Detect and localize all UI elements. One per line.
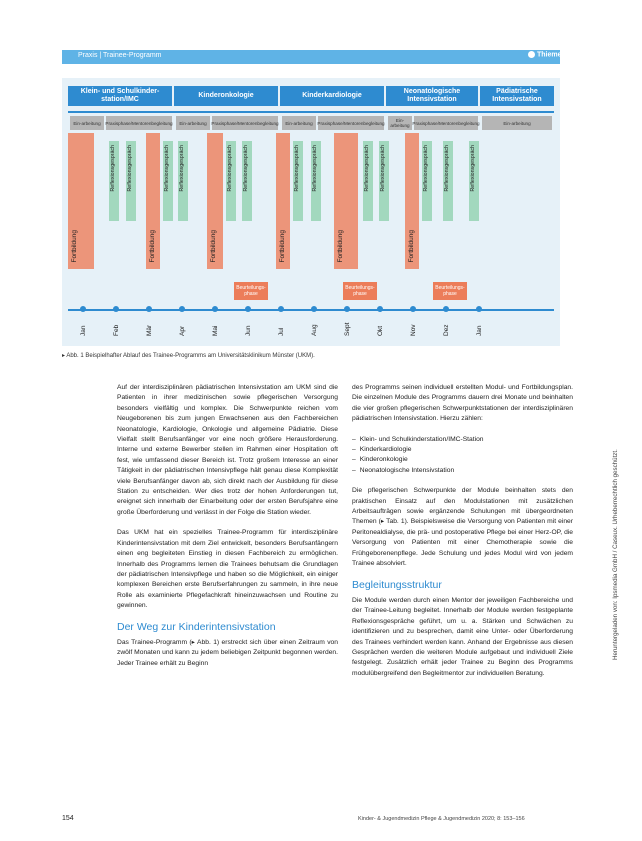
month-label: Nov xyxy=(410,324,417,336)
timeline-tick xyxy=(311,306,317,312)
month-label: Apr xyxy=(179,325,186,336)
month-label: Feb xyxy=(113,324,120,336)
month-label: Jan xyxy=(80,325,87,336)
month-label: Aug xyxy=(311,324,318,336)
logo-icon xyxy=(528,51,535,58)
subrow-einarbeitung: Ein-arbeitung xyxy=(482,116,552,130)
month-label: Dez xyxy=(443,324,450,336)
download-watermark: Heruntergeladen von: Ipsmedia GmbH / Caseux. Urheberrechtlich geschützt. xyxy=(612,449,619,660)
reflexion-bar: Reflexionsgespräch xyxy=(126,141,136,221)
month-label: Sept xyxy=(344,322,351,336)
beurteilungsphase-box: Beurteilungs-phase xyxy=(343,282,377,300)
citation-footer: Kinder- & Jugendmedizin Pflege & Jugendmedizin 2020; 8: 153–156 xyxy=(358,816,525,822)
fortbildung-bar: Fortbildung xyxy=(68,133,94,269)
timeline-tick xyxy=(476,306,482,312)
timeline-tick xyxy=(344,306,350,312)
month-label: Mär xyxy=(146,324,153,336)
paragraph: Das Trainee-Programm (▸ Abb. 1) erstreckt sich über einen Zeitraum von zwölf Monaten und kann zu jedem beliebigen Zeitpunkt begonnen werden. Jeder Trainee erhält zu Beginn xyxy=(117,638,338,667)
reflexion-bar: Reflexionsgespräch xyxy=(226,141,236,221)
month-label: Jan xyxy=(476,325,483,336)
month-label: Jul xyxy=(278,327,285,336)
subrow-einarbeitung: Ein-arbeitung xyxy=(176,116,210,130)
timeline-tick xyxy=(146,306,152,312)
reflexion-bar: Reflexionsgespräch xyxy=(178,141,188,221)
fortbildung-bar: Fortbildung xyxy=(207,133,223,269)
reflexion-bar: Reflexionsgespräch xyxy=(311,141,321,221)
fortbildung-bar: Fortbildung xyxy=(276,133,290,269)
timeline-tick xyxy=(410,306,416,312)
timeline-tick xyxy=(80,306,86,312)
reflexion-bar: Reflexionsgespräch xyxy=(163,141,173,221)
section-heading: Begleitungsstruktur xyxy=(352,578,442,591)
beurteilungsphase-box: Beurteilungs-phase xyxy=(234,282,268,300)
reflexion-bar: Reflexionsgespräch xyxy=(469,141,479,221)
paragraph: Die Module werden durch einen Mentor der jeweiligen Fachbereiche und der Trainee-Leitung begleitet. Innerhalb der Module werden festgeplante Reflexionsgespräche geführt, um u. a. Stärken und Schwächen zu identifizieren und zu besprechen, damit eine Unter- oder Überforderung des Trainees verhindert werden kann. Anhand der Ergebnisse aus diesen Gesprächen werden die weiteren Module aufgebaut und individuell Ziele festgelegt. Zusätzlich erhält jeder Trainee zu Beginn des Programms modulübergreifend den Begleitmentor zur individuellen Beratung. xyxy=(352,596,573,677)
reflexion-bar: Reflexionsgespräch xyxy=(363,141,373,221)
paragraph: Auf der interdisziplinären pädiatrischen Intensivstation am UKM sind die Patienten in ihrer medizinischen sowie pflegerischen Versorgung besonders vielfältig und komplex. Die Schwerpunkte reichen vom Neugeborenen bis zum jungen Erwachsenen aus den Fachbereichen Neonatologie, Kardiologie, Onkologie und allgemeine Pädiatrie. Diese Vielfalt stellt Berufsanfänger vor eine noch größere Herausforderung. Interne und externe Bewerber stellen im Rahmen einer Hospitation oft fest, wie umfassend dieser Bereich ist. Trotz großem Interesse an einer Tätigkeit in der pädiatrischen Intensivpflege hält genau diese Komplexität viele Berufsanfänger davon ab, sich direkt nach der Ausbildung für diese Station zu entscheiden. Wer dies trotz der hohen Anforderungen tut, ereignet sich innerhalb der Einarbeitung oder der ersten Berufsjahre eine große Überforderung und verlässt in der Folge die Station wieder. xyxy=(117,384,338,516)
phase-paediatrische-intensiv: Pädiatrische Intensivstation xyxy=(480,86,554,106)
subrow-praxisphase: Praxisphase/Mentorenbegleitung xyxy=(318,116,384,130)
timeline-tick xyxy=(278,306,284,312)
paragraph: des Programms seinen individuell erstellten Modul- und Fortbildungsplan. Die einzelnen Module des Programms dauern drei Monate und beinhalten die vier großen pflegerischen Schwerpunktstationen der interdisziplinären pädiatrischen Intensivstation. Hierzu zählen: xyxy=(352,384,573,423)
timeline-tick xyxy=(179,306,185,312)
section-label: Praxis | Trainee-Programm xyxy=(78,52,162,59)
phase-timeline-arrow xyxy=(68,111,554,113)
paragraph: Das UKM hat ein spezielles Trainee-Programm für interdisziplinäre Kinderintensivstation mit dem Ziel entwickelt, besonders Berufsanfängern einen eng begleiteten Einstieg in diesen Fachbereich zu ermöglichen. Innerhalb des Programms lernen die Trainees behutsam die Grundlagen der pädiatrischen Intensivpflege und haben so die Möglichkeit, ein einiger komplexen Bereichen erste Berufserfahrungen zu sammeln, in ihre neue Rolle als examinierte Pflegefachkraft hineinzuwachsen und Routine zu gewinnen. xyxy=(117,529,338,610)
subrow-einarbeitung: Ein-arbeitung xyxy=(388,116,412,130)
phase-kinderkardiologie: Kinderkardiologie xyxy=(280,86,384,106)
station-list xyxy=(352,435,573,477)
phase-neonatologie: Neonatologische Intensivstation xyxy=(386,86,478,106)
reflexion-bar: Reflexionsgespräch xyxy=(422,141,432,221)
timeline-tick xyxy=(245,306,251,312)
month-label: Jun xyxy=(245,325,252,336)
reflexion-bar: Reflexionsgespräch xyxy=(443,141,453,221)
timeline-tick xyxy=(443,306,449,312)
publisher-logo: Thieme xyxy=(528,51,562,58)
list-item: – Kinderkardiologie xyxy=(362,445,573,455)
text-column-right xyxy=(352,383,573,689)
list-item: – Neonatologische Intensivstation xyxy=(362,466,573,476)
fortbildung-bar: Fortbildung xyxy=(334,133,358,269)
page-number: 154 xyxy=(62,815,74,822)
reflexion-bar: Reflexionsgespräch xyxy=(293,141,303,221)
phase-klein-schulkinder: Klein- und Schulkinder-station/IMC xyxy=(68,86,172,106)
reflexion-bar: Reflexionsgespräch xyxy=(242,141,252,221)
subrow-einarbeitung: Ein-arbeitung xyxy=(70,116,104,130)
subrow-praxisphase: Praxisphase/Mentorenbegleitung xyxy=(212,116,278,130)
timeline-tick xyxy=(113,306,119,312)
text-column-left xyxy=(117,383,338,679)
paragraph: Die pflegerischen Schwerpunkte der Module beinhalten stets den praktischen Einsatz auf den Modulstationen mit zusätzlichen Arbeitsaufträgen sowie ergänzende Schulungen mit übergeordneten Themen (▸ Tab. 1). Beispielsweise die Versorgung von Patienten mit einer Peritonealdialyse, die prä- und postoperative Pflege bei einer Herz-OP, die Versorgung von Patienten mit einer Chemotherapie sowie die Frühgeborenenpflege. Jede Schulung und jedes Modul wird von jedem Trainee absolviert. xyxy=(352,487,573,568)
figure-caption: ▸ Abb. 1 Beispielhafter Ablauf des Trainee-Programms am Universitätsklinikum Münster (UKM). xyxy=(62,353,315,359)
reflexion-bar: Reflexionsgespräch xyxy=(379,141,389,221)
section-heading: Der Weg zur Kinderintensivstation xyxy=(117,620,276,633)
reflexion-bar: Reflexionsgespräch xyxy=(109,141,119,221)
phase-kinderonkologie: Kinderonkologie xyxy=(174,86,278,106)
month-label: Mai xyxy=(212,325,219,336)
fortbildung-bar: Fortbildung xyxy=(405,133,419,269)
month-label: Okt xyxy=(377,325,384,336)
timeline-tick xyxy=(377,306,383,312)
subrow-einarbeitung: Ein-arbeitung xyxy=(282,116,316,130)
fortbildung-bar: Fortbildung xyxy=(146,133,160,269)
beurteilungsphase-box: Beurteilungs-phase xyxy=(433,282,467,300)
list-item: – Kinderonkologie xyxy=(362,455,573,465)
list-item: – Klein- und Schulkinderstation/IMC-Station xyxy=(362,435,573,445)
subrow-praxisphase: Praxisphase/Mentorenbegleitung xyxy=(106,116,172,130)
timeline-tick xyxy=(212,306,218,312)
subrow-praxisphase: Praxisphase/Mentorenbegleitung xyxy=(414,116,478,130)
